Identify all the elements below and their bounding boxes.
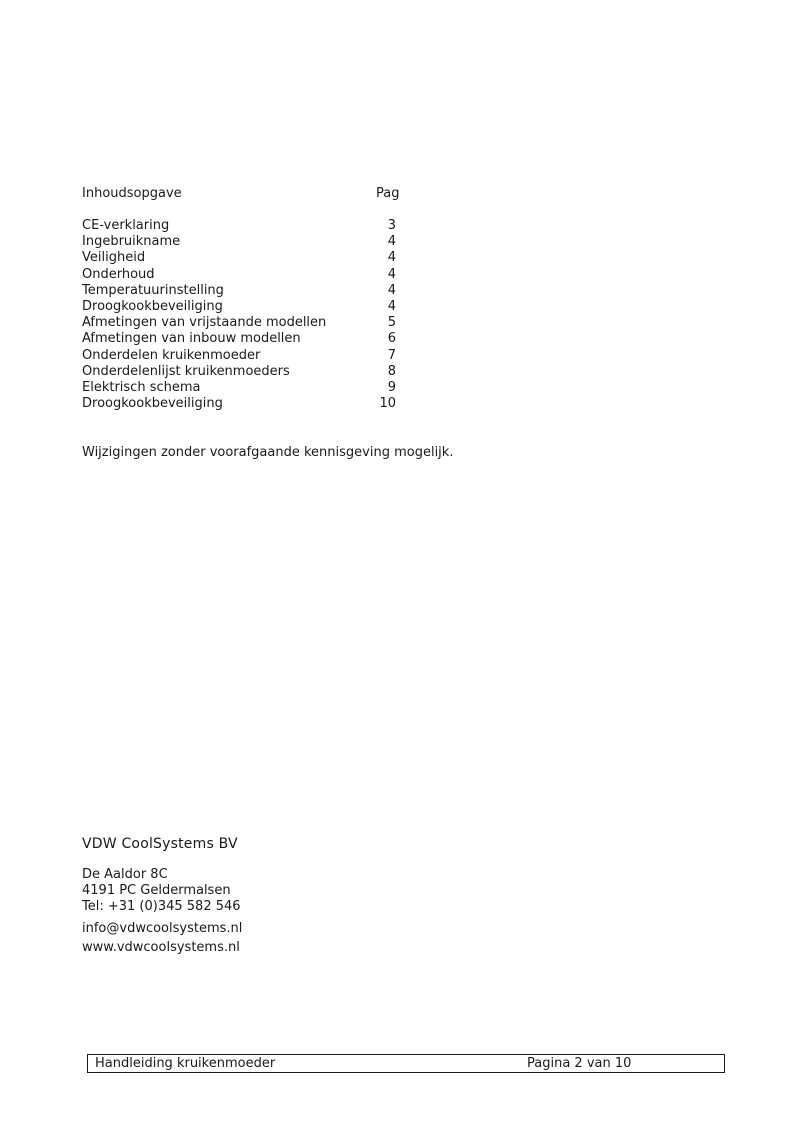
toc-entry-page: 6 [387, 331, 396, 347]
email-address: info@vdwcoolsystems.nl [82, 921, 243, 936]
toc-entry-title: Onderdelen kruikenmoeder [82, 347, 261, 363]
toc-list [82, 218, 412, 412]
toc-entry [82, 234, 412, 250]
toc-entry-title: Droogkookbeveiliging [82, 396, 223, 412]
toc-entry [82, 299, 412, 315]
toc-entry [82, 331, 412, 347]
toc-entry [82, 315, 412, 331]
address-street: De Aaldor 8C [82, 867, 168, 882]
toc-entry-title: Onderhoud [82, 266, 155, 282]
footer-page-number: Pagina 2 van 10 [527, 1056, 632, 1071]
toc-entry-page: 4 [387, 298, 396, 314]
company-name: VDW CoolSystems BV [82, 836, 238, 852]
toc-entry-title: CE-verklaring [82, 218, 170, 233]
toc-entry-title: Ingebruikname [82, 234, 181, 250]
toc-entry [82, 267, 412, 283]
toc-entry-title: Afmetingen van vrijstaande modellen [82, 315, 327, 331]
toc-header [82, 186, 412, 203]
toc-entry-page: 4 [387, 266, 396, 282]
toc-entry-page: 4 [387, 250, 396, 266]
toc-entry [82, 396, 412, 412]
phone-number: Tel: +31 (0)345 582 546 [82, 899, 241, 914]
toc-entry-page: 5 [387, 315, 396, 331]
toc-heading: Inhoudsopgave [82, 186, 182, 201]
toc-entry-page: 10 [379, 396, 396, 412]
toc-entry [82, 380, 412, 396]
toc-entry-page: 7 [387, 347, 396, 363]
toc-entry-title: Temperatuurinstelling [82, 282, 224, 298]
toc-entry-title: Droogkookbeveiliging [82, 298, 223, 314]
toc-entry-page: 9 [387, 379, 396, 395]
toc-entry-page: 3 [387, 218, 396, 233]
toc-entry-title: Veiligheid [82, 250, 146, 266]
address-city: 4191 PC Geldermalsen [82, 883, 231, 898]
toc-entry [82, 283, 412, 299]
toc-entry-page: 4 [387, 234, 396, 250]
page-footer [87, 1054, 725, 1073]
website-url: www.vdwcoolsystems.nl [82, 940, 240, 955]
toc-entry-title: Onderdelenlijst kruikenmoeders [82, 363, 290, 379]
toc-page-heading: Pag [376, 186, 400, 201]
toc-entry [82, 364, 412, 380]
company-address [82, 867, 241, 915]
toc-entry-page: 4 [387, 282, 396, 298]
toc-entry-page: 8 [387, 363, 396, 379]
footer-document-title: Handleiding kruikenmoeder [95, 1056, 276, 1071]
toc-entry [82, 250, 412, 266]
toc-entry-title: Elektrisch schema [82, 379, 201, 395]
toc-entry [82, 218, 412, 234]
company-contact [82, 919, 242, 957]
change-notice: Wijzigingen zonder voorafgaande kennisgeving mogelijk. [82, 445, 454, 460]
toc-entry-title: Afmetingen van inbouw modellen [82, 331, 301, 347]
toc-entry [82, 348, 412, 364]
